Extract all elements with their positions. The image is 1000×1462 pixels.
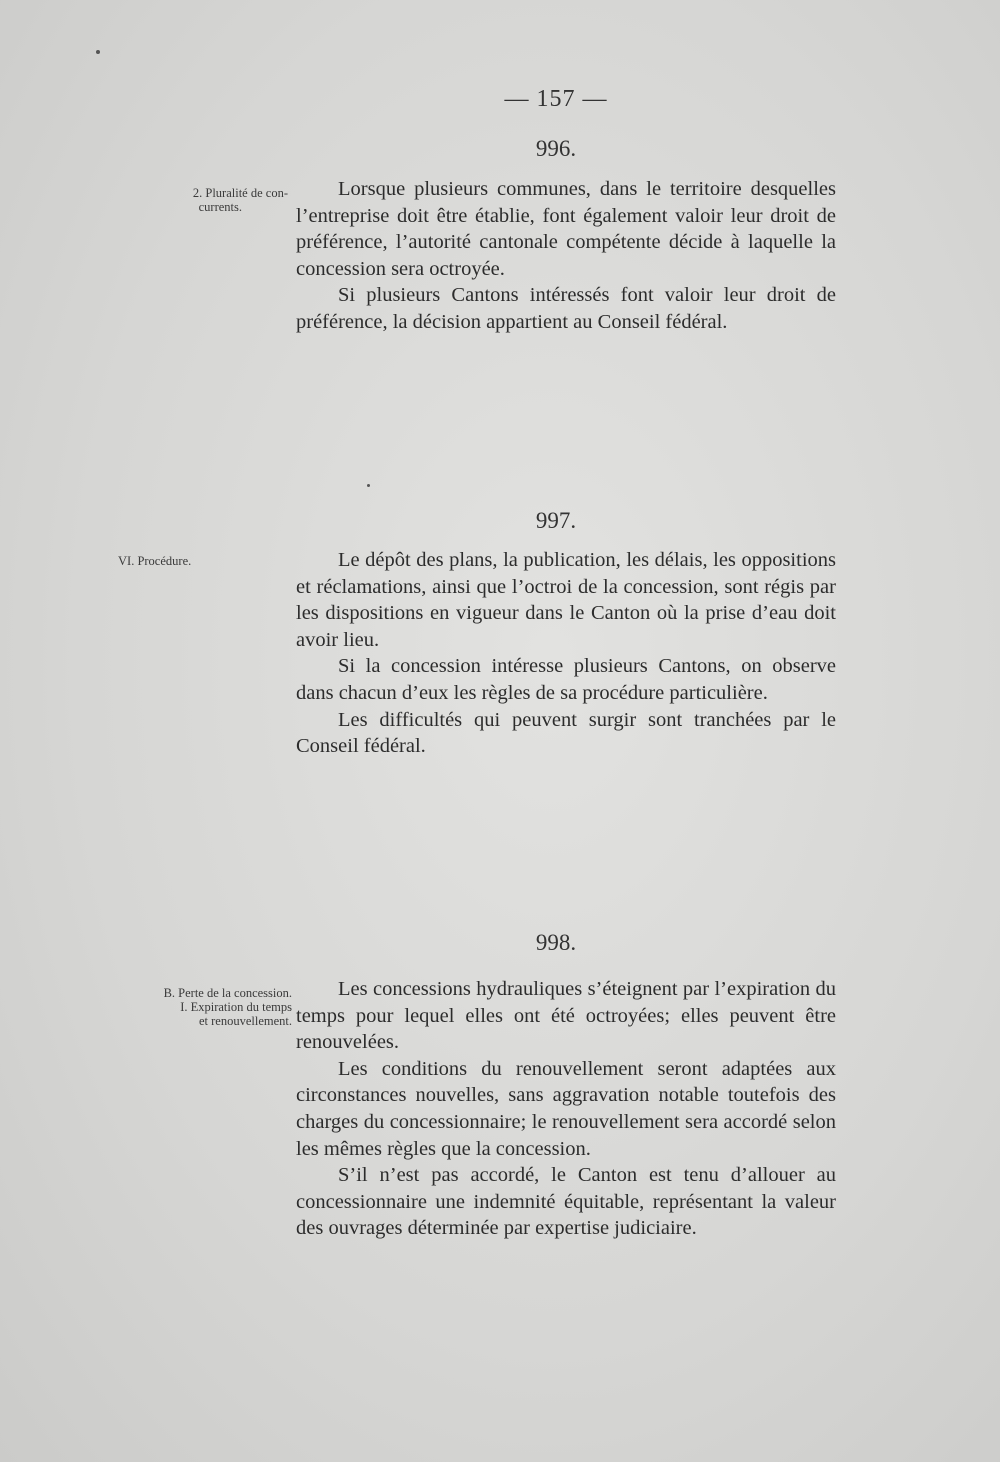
margin-note-line: VI. Procédure. — [118, 554, 192, 568]
paragraph: S’il n’est pas accordé, le Canton est tenu d’allouer au concessionnaire une indemnité équitable, représentant la valeur des ouvrages déterminée par expertise judiciaire. — [296, 1164, 836, 1240]
margin-note-line: I. Expiration du temps — [180, 1000, 292, 1014]
article-body-996 — [296, 176, 836, 336]
margin-note-997 — [118, 554, 230, 568]
article-number-998: 998. — [535, 930, 577, 955]
margin-note-line: et renouvellement. — [198, 1014, 292, 1028]
article-body-998 — [296, 976, 836, 1242]
page-number: — 157 — — [504, 86, 608, 112]
paragraph: Les conditions du renouvellement seront adaptées aux circonstances nouvelles, sans aggravation notable toutefois des charges du concessionnaire; le renouvellement sera accordé selon les mêmes règles que la concession. — [296, 1057, 836, 1160]
margin-note-line: B. Perte de la concession. — [163, 986, 292, 1000]
paragraph: Les difficultés qui peuvent surgir sont tranchées par le Conseil fédéral. — [296, 708, 836, 758]
margin-note-line: 2. Pluralité de con- — [192, 186, 288, 200]
margin-note-998 — [126, 986, 292, 1028]
margin-note-line: currents. — [198, 200, 242, 214]
paragraph: Les concessions hydrauliques s’éteignent par l’expiration du temps pour lequel elles ont été octroyées; elles peuvent être renouvelées. — [296, 978, 836, 1054]
paragraph: Le dépôt des plans, la publication, les délais, les oppositions et réclamations, ainsi que l’octroi de la concession, sont régis par les dispositions en vigueur dans le Canton où la prise d’eau doit avoir lieu. — [296, 549, 836, 651]
margin-note-996 — [130, 186, 288, 214]
article-body-997 — [296, 547, 836, 760]
print-speck — [96, 50, 100, 54]
article-number-997: 997. — [535, 508, 577, 533]
paragraph: Si la concession intéresse plusieurs Cantons, on observe dans chacun d’eux les règles de sa procédure particulière. — [296, 655, 836, 704]
paragraph: Lorsque plusieurs communes, dans le territoire desquelles l’entreprise doit être établie, font également valoir leur droit de préférence, l’autorité cantonale compétente décide à laquelle la concession sera octroyée. — [296, 178, 836, 280]
print-speck — [367, 484, 370, 487]
paragraph: Si plusieurs Cantons intéressés font valoir leur droit de préférence, la décision appartient au Conseil fédéral. — [296, 284, 836, 333]
article-number-996: 996. — [535, 136, 577, 161]
